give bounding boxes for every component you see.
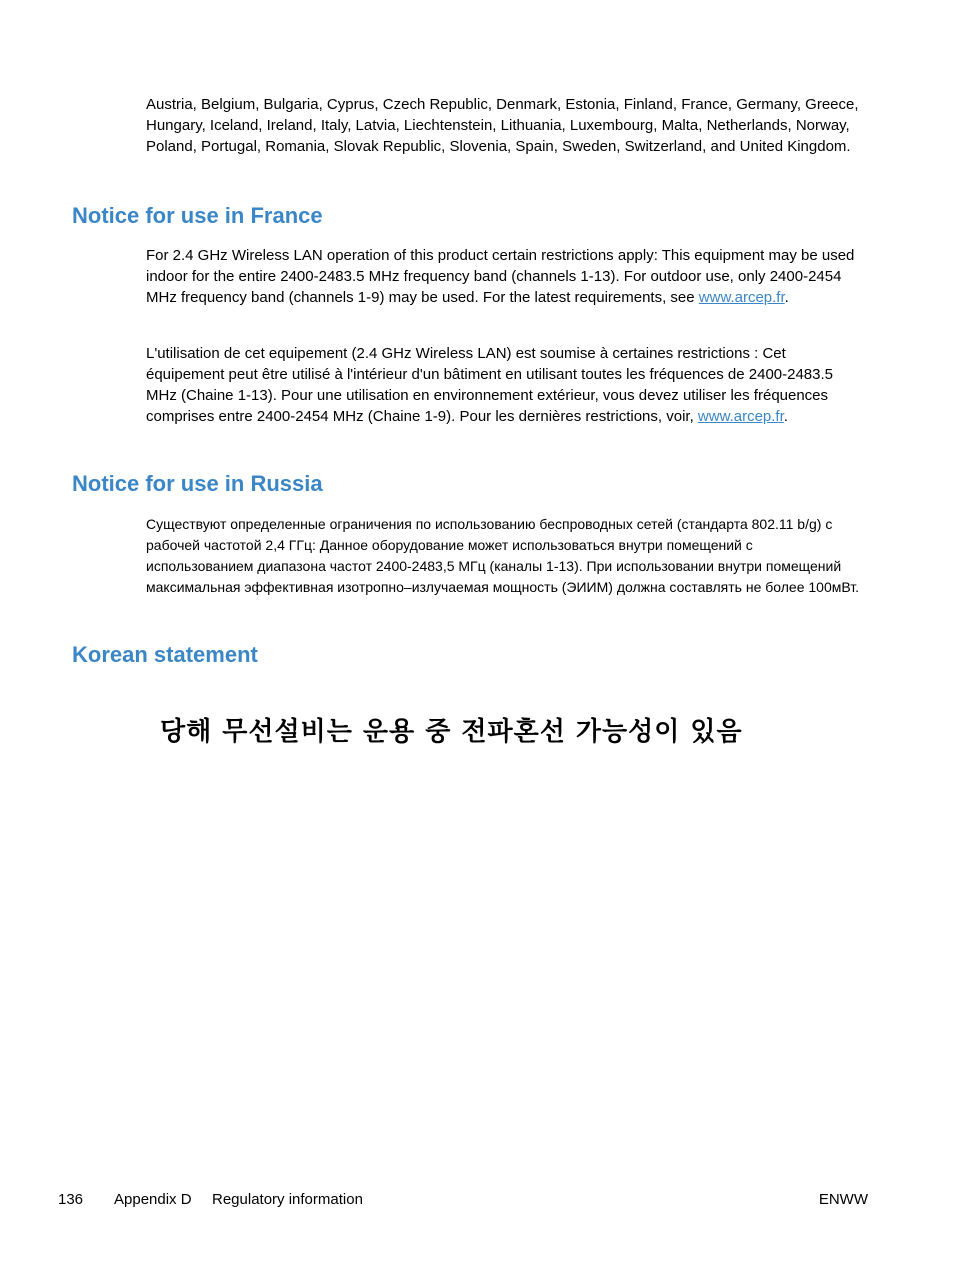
heading-korea: Korean statement [72,642,258,667]
footer-appendix: Appendix D [114,1191,192,1208]
arcep-link-french[interactable]: www.arcep.fr [697,408,784,425]
france-french-end: . [783,408,788,425]
footer-code: ENWW [818,1191,868,1208]
heading-russia: Notice for use in Russia [72,471,323,496]
france-english-paragraph [146,245,862,308]
page-number: 136 [58,1191,84,1208]
footer-section: Regulatory information [212,1191,363,1208]
france-english-end: . [784,289,789,306]
korean-statement: 당해 무선설비는 운용 중 전파혼선 가능성이 있음 [160,717,743,747]
country-list: Austria, Belgium, Bulgaria, Cyprus, Czech Republic, Denmark, Estonia, Finland, France, Germany, Greece, Hungary, Iceland, Ireland, Italy, Latvia, Liechtenstein, Lithuania, Luxembourg, Malta, Netherlands, Norway, Poland, Portugal, Romania, Slovak Republic, Slovenia, Spain, Sweden, Switzerland, and United Kingdom. [146,96,859,155]
arcep-link-english[interactable]: www.arcep.fr [698,289,785,306]
france-french-paragraph [146,343,862,427]
russia-paragraph: Существуют определенные ограничения по использованию беспроводных сетей (стандарта 802.11 b/g) с рабочей частотой 2,4 ГГц: Данное оборудование может использоваться внутри помещений с использованием диапазона частот 2400-2483,5 МГц (каналы 1-13). При использовании внутри помещений максимальная эффективная изотропно–излучаемая мощность (ЭИИМ) должна составлять не более 100мВт. [146,516,859,595]
france-english-text: For 2.4 GHz Wireless LAN operation of this product certain restrictions apply: This equipment may be used indoor for the entire 2400-2483.5 MHz frequency band (channels 1-13). For outdoor use, only 2400-2454 MHz frequency band (channels 1-9) may be used. For the latest requirements, see [146,247,855,306]
france-french-text: L'utilisation de cet equipement (2.4 GHz Wireless LAN) est soumise à certaines restrictions : Cet équipement peut être utilisé à l'intérieur d'un bâtiment en utilisant toutes les fréquences de 2400-2483.5 MHz (Chaine 1-13). Pour une utilisation en environnement extérieur, vous devez utiliser les fréquences comprises entre 2400-2454 MHz (Chaine 1-9). Pour les dernières restrictions, voir, [146,345,834,425]
heading-france: Notice for use in France [72,203,323,228]
